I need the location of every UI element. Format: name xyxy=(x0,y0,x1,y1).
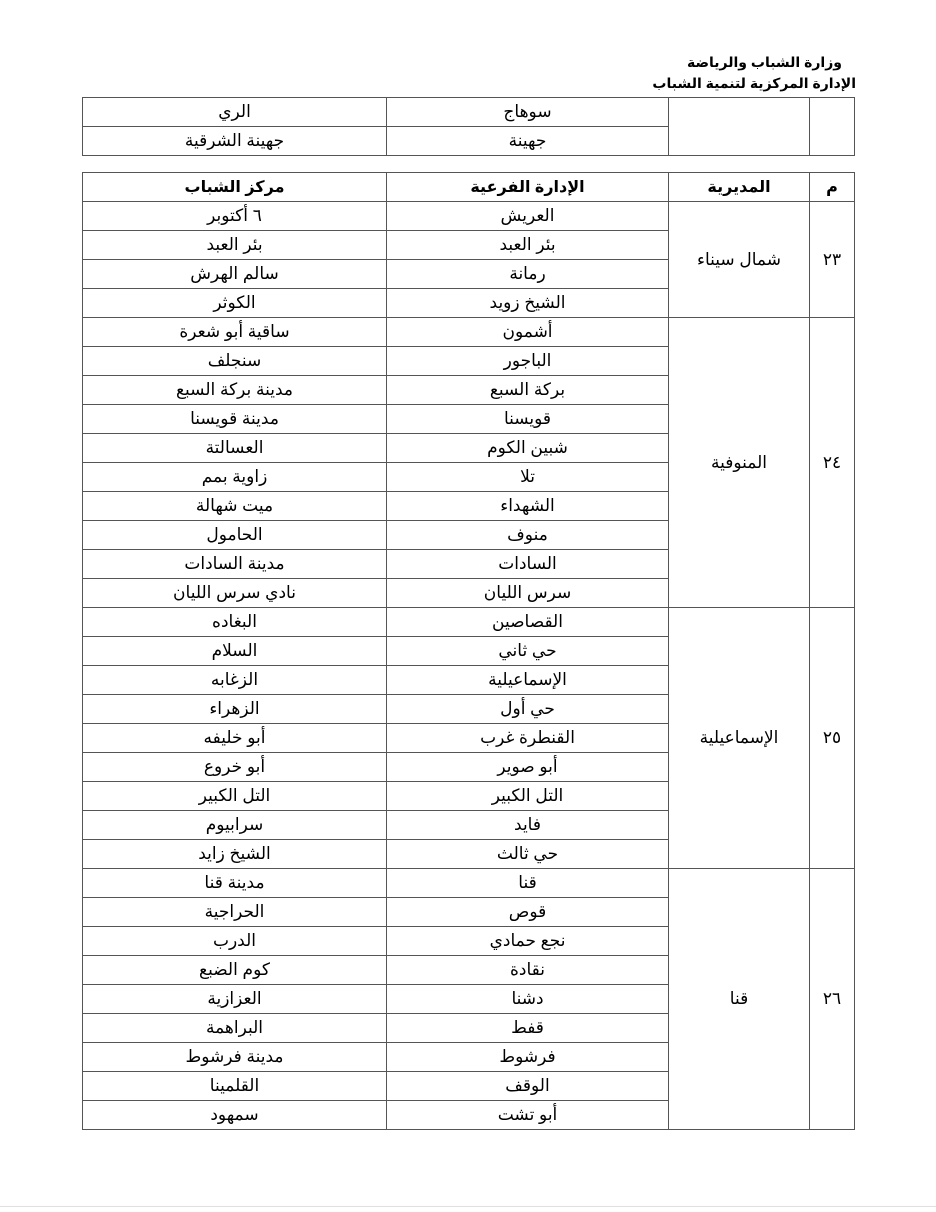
branch-cell: بركة السبع xyxy=(387,376,669,405)
branch-cell: أبو صوير xyxy=(387,753,669,782)
branch-cell: حي ثالث xyxy=(387,840,669,869)
center-cell: الكوثر xyxy=(83,289,387,318)
center-cell: البراهمة xyxy=(83,1014,387,1043)
center-cell: جهينة الشرقية xyxy=(83,127,387,156)
center-cell: القلمينا xyxy=(83,1072,387,1101)
center-cell: الحامول xyxy=(83,521,387,550)
branch-cell: التل الكبير xyxy=(387,782,669,811)
branch-cell: حي ثاني xyxy=(387,637,669,666)
center-cell: ميت شهالة xyxy=(83,492,387,521)
center-cell: الري xyxy=(83,98,387,127)
center-cell: سرابيوم xyxy=(83,811,387,840)
number-cell: ٢٤ xyxy=(810,318,855,608)
document-header xyxy=(652,52,856,94)
branch-cell: الباجور xyxy=(387,347,669,376)
center-cell: السلام xyxy=(83,637,387,666)
youth-centers-table xyxy=(82,172,855,1130)
department-title: الإدارة المركزية لتنمية الشباب xyxy=(652,75,856,91)
branch-cell: تلا xyxy=(387,463,669,492)
branch-cell: القصاصين xyxy=(387,608,669,637)
center-cell: سنجلف xyxy=(83,347,387,376)
branch-cell: فايد xyxy=(387,811,669,840)
center-cell: مدينة بركة السبع xyxy=(83,376,387,405)
branch-cell: القنطرة غرب xyxy=(387,724,669,753)
table-row xyxy=(83,608,855,637)
center-cell: مدينة قويسنا xyxy=(83,405,387,434)
branch-cell: قفط xyxy=(387,1014,669,1043)
center-cell: سمهود xyxy=(83,1101,387,1130)
page-divider xyxy=(0,1206,936,1207)
branch-cell: الشهداء xyxy=(387,492,669,521)
directorate-cell: شمال سيناء xyxy=(669,202,810,318)
branch-cell: الشيخ زويد xyxy=(387,289,669,318)
branch-cell: فرشوط xyxy=(387,1043,669,1072)
branch-cell: قويسنا xyxy=(387,405,669,434)
center-cell: ساقية أبو شعرة xyxy=(83,318,387,347)
ministry-title: وزارة الشباب والرياضة xyxy=(686,54,842,70)
table-row xyxy=(83,202,855,231)
table-header-row xyxy=(83,173,855,202)
number-cell: ٢٥ xyxy=(810,608,855,869)
branch-cell: نجع حمادي xyxy=(387,927,669,956)
center-cell: بئر العبد xyxy=(83,231,387,260)
header-branch: الإدارة الفرعية xyxy=(387,173,669,202)
branch-cell: السادات xyxy=(387,550,669,579)
center-cell: مدينة فرشوط xyxy=(83,1043,387,1072)
center-cell: البغاده xyxy=(83,608,387,637)
center-cell: الشيخ زايد xyxy=(83,840,387,869)
center-cell: سالم الهرش xyxy=(83,260,387,289)
center-cell: العسالتة xyxy=(83,434,387,463)
center-cell: أبو خروع xyxy=(83,753,387,782)
branch-cell: نقادة xyxy=(387,956,669,985)
header-center: مركز الشباب xyxy=(83,173,387,202)
number-cell: ٢٦ xyxy=(810,869,855,1130)
branch-cell: قوص xyxy=(387,898,669,927)
center-cell: الحراجية xyxy=(83,898,387,927)
center-cell: الدرب xyxy=(83,927,387,956)
center-cell: مدينة قنا xyxy=(83,869,387,898)
number-cell: ٢٣ xyxy=(810,202,855,318)
center-cell: الزهراء xyxy=(83,695,387,724)
branch-cell: جهينة xyxy=(387,127,669,156)
directorate-cell: المنوفية xyxy=(669,318,810,608)
branch-cell: العريش xyxy=(387,202,669,231)
branch-cell: الإسماعيلية xyxy=(387,666,669,695)
table-row xyxy=(83,318,855,347)
branch-cell: رمانة xyxy=(387,260,669,289)
branch-cell: دشنا xyxy=(387,985,669,1014)
center-cell: كوم الضبع xyxy=(83,956,387,985)
branch-cell: شبين الكوم xyxy=(387,434,669,463)
center-cell: نادي سرس الليان xyxy=(83,579,387,608)
center-cell: مدينة السادات xyxy=(83,550,387,579)
branch-cell: أشمون xyxy=(387,318,669,347)
header-number: م xyxy=(810,173,855,202)
directorate-cell xyxy=(669,98,810,156)
header-directorate: المديرية xyxy=(669,173,810,202)
center-cell: التل الكبير xyxy=(83,782,387,811)
center-cell: ٦ أكتوبر xyxy=(83,202,387,231)
branch-cell: سرس الليان xyxy=(387,579,669,608)
center-cell: أبو خليفه xyxy=(83,724,387,753)
directorate-cell: قنا xyxy=(669,869,810,1130)
branch-cell: بئر العبد xyxy=(387,231,669,260)
top-table-row xyxy=(83,98,855,127)
branch-cell: حي أول xyxy=(387,695,669,724)
directorate-cell: الإسماعيلية xyxy=(669,608,810,869)
center-cell: العزازية xyxy=(83,985,387,1014)
center-cell: زاوية بمم xyxy=(83,463,387,492)
branch-cell: أبو تشت xyxy=(387,1101,669,1130)
number-cell xyxy=(810,98,855,156)
center-cell: الزغابه xyxy=(83,666,387,695)
top-table xyxy=(82,97,855,156)
branch-cell: قنا xyxy=(387,869,669,898)
branch-cell: منوف xyxy=(387,521,669,550)
table-row xyxy=(83,869,855,898)
branch-cell: سوهاج xyxy=(387,98,669,127)
branch-cell: الوقف xyxy=(387,1072,669,1101)
